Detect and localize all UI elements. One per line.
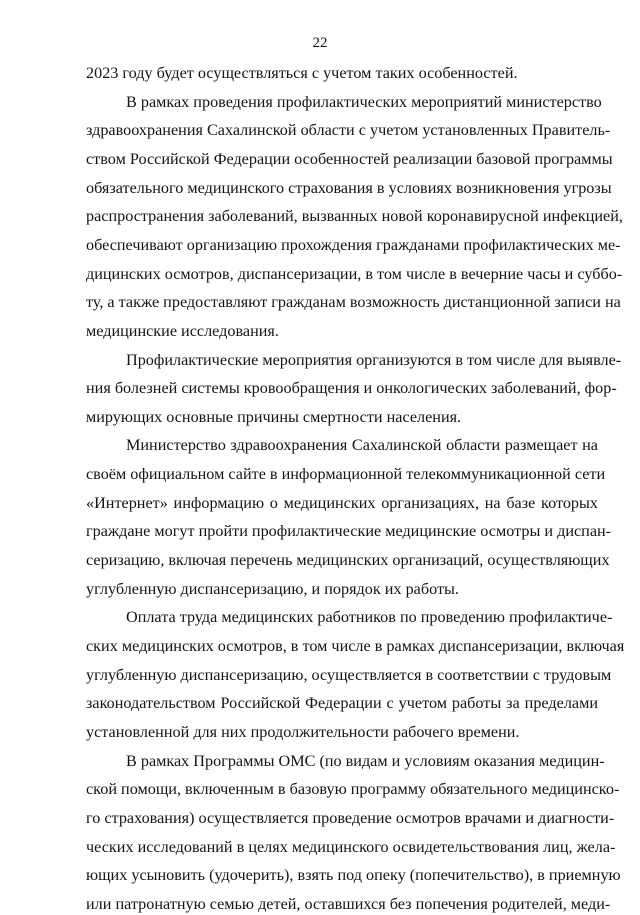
text-line: серизацию, включая перечень медицинских организаций, осуществляющих <box>86 551 610 569</box>
text-line: Профилактические мероприятия организуются в том числе для выявле- <box>126 350 622 369</box>
page-number: 22 <box>312 35 328 51</box>
text-line: обеспечивают организацию прохождения гражданами профилактических ме- <box>86 235 621 254</box>
text-line: граждане могут пройти профилактические медицинские осмотры и диспан- <box>86 522 612 541</box>
text-line: своём официальном сайте в информационной телекоммуникационной сети <box>86 465 606 484</box>
text-line: установленной для них продолжительности рабочего времени. <box>86 722 520 741</box>
text-line: Министерство здравоохранения Сахалинской области размещает на <box>126 436 598 455</box>
text-line: углубленную диспансеризацию, и порядок их работы. <box>86 579 459 598</box>
text-line: или патронатную семью детей, оставшихся без попечения родителей, меди- <box>86 894 611 913</box>
text-line: В рамках проведения профилактических мероприятий министерство <box>126 92 602 111</box>
text-line: Оплата труда медицинских работников по проведению профилактиче- <box>126 608 613 627</box>
text-line: «Интернет» информацию о медицинских организациях, на базе которых <box>86 493 598 512</box>
text-line: ством Российской Федерации особенностей реализации базовой программы <box>86 149 613 168</box>
text-line: распространения заболеваний, вызванных новой коронавирусной инфекцией, <box>86 207 623 226</box>
text-line: ческих исследований в целях медицинского освидетельствования лиц, жела- <box>86 837 616 856</box>
text-line: законодательством Российской Федерации с учетом работы за пределами <box>86 694 598 713</box>
text-line: ской помощи, включенным в базовую программу обязательного медицинско- <box>86 780 620 799</box>
text-line: ющих усыновить (удочерить), взять под опеку (попечительство), в приемную <box>86 866 621 885</box>
text-line: мирующих основные причины смертности населения. <box>86 407 462 426</box>
text-line: ских медицинских осмотров, в том числе в рамках диспансеризации, включая <box>86 637 625 655</box>
text-line: углубленную диспансеризацию, осуществляется в соответствии с трудовым <box>86 665 612 684</box>
text-line: ния болезней системы кровообращения и онкологических заболеваний, фор- <box>86 379 617 398</box>
text-line: здравоохранения Сахалинской области с учетом установленных Правитель- <box>86 121 611 140</box>
text-line: ту, а также предоставляют гражданам возможность дистанционной записи на <box>86 293 621 312</box>
text-line: обязательного медицинского страхования в условиях возникновения угрозы <box>86 178 612 197</box>
text-line: го страхования) осуществляется проведение осмотров врачами и диагности- <box>86 808 615 827</box>
text-line: 2023 году будет осуществляться с учетом таких особенностей. <box>86 64 518 82</box>
text-line: медицинские исследования. <box>86 321 279 340</box>
text-line: В рамках Программы ОМС (по видам и условиям оказания медицин- <box>126 751 605 770</box>
text-line: дицинских осмотров, диспансеризации, в том числе в вечерние часы и суббо- <box>86 264 623 283</box>
